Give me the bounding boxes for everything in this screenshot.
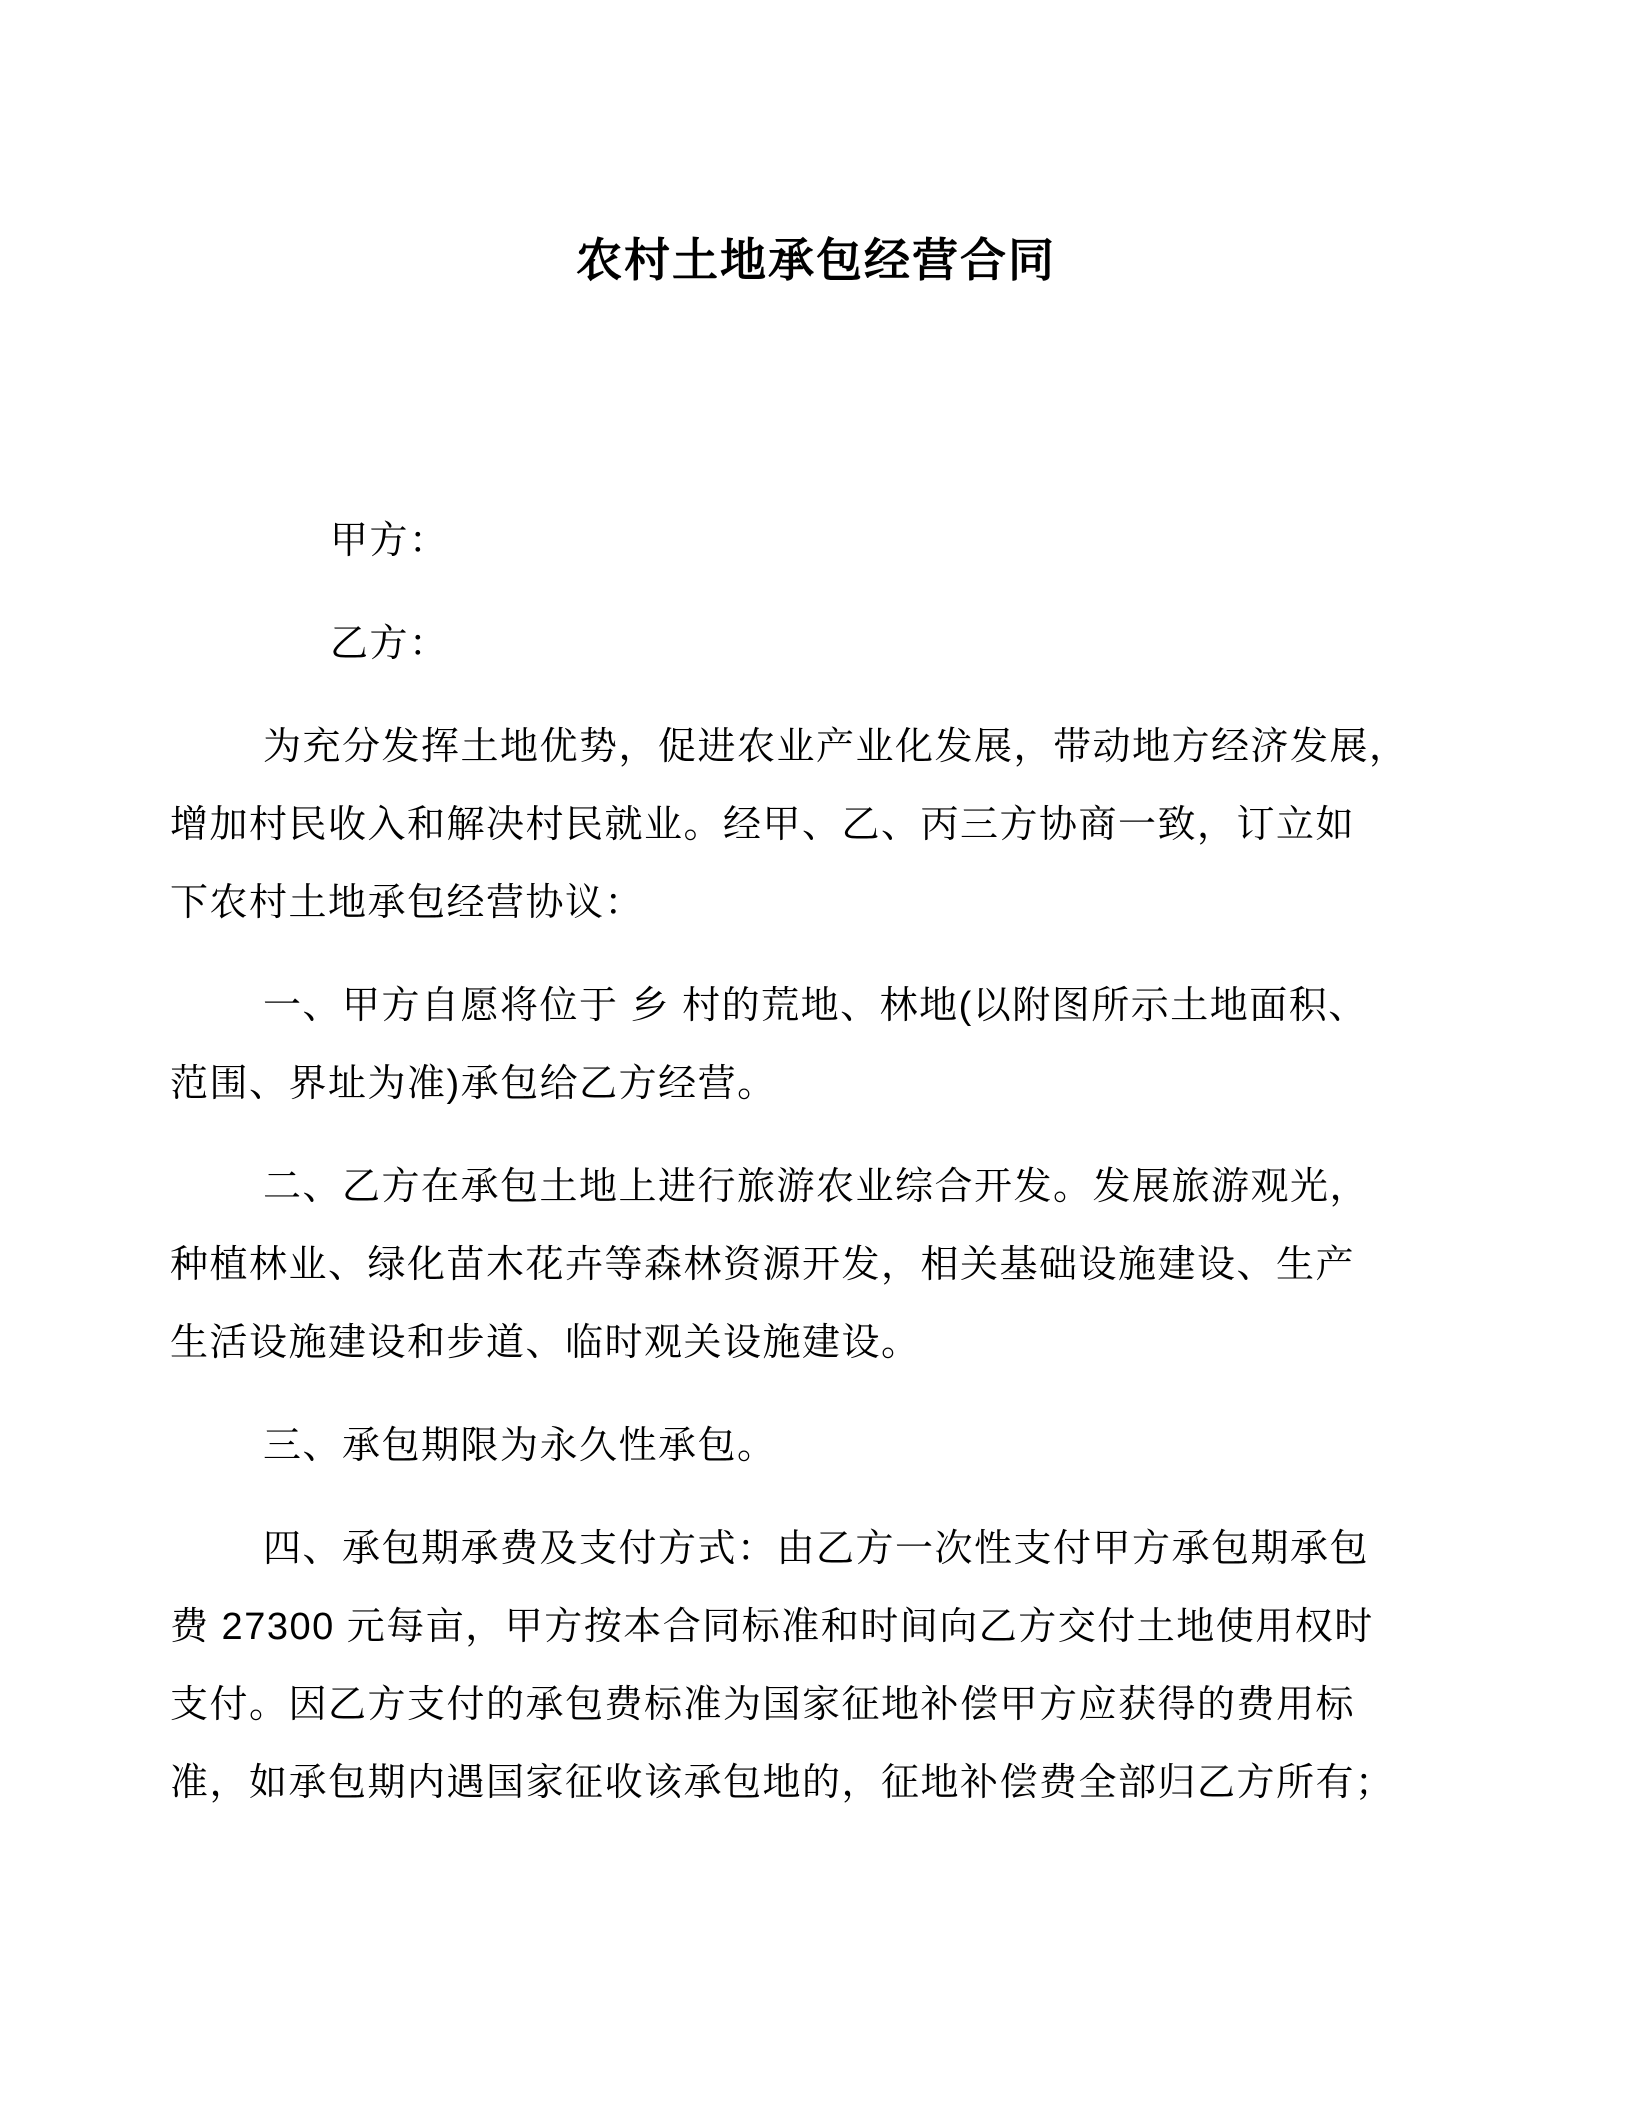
text-line: 准，如承包期内遇国家征收该承包地的，征地补偿费全部归乙方所有； bbox=[170, 1762, 1395, 1804]
clause-3-paragraph bbox=[170, 1407, 1462, 1485]
text-line: 为充分发挥土地优势，促进农业产业化发展，带动地方经济发展， bbox=[263, 726, 1409, 768]
contract-title: 农村土地承包经营合同 bbox=[576, 234, 1056, 286]
intro-paragraph bbox=[170, 708, 1462, 942]
text-line: 二、乙方在承包土地上进行旅游农业综合开发。发展旅游观光， bbox=[263, 1166, 1370, 1208]
text-line: 范围、界址为准)承包给乙方经营。 bbox=[170, 1063, 777, 1105]
party-a-line: 甲方： bbox=[330, 520, 449, 562]
clause-2-paragraph bbox=[170, 1148, 1462, 1382]
clause-4-paragraph bbox=[170, 1510, 1462, 1822]
text-line: 四、承包期承费及支付方式：由乙方一次性支付甲方承包期承包 bbox=[263, 1528, 1370, 1570]
clause-1-paragraph bbox=[170, 967, 1462, 1123]
text-line: 一、甲方自愿将位于 乡 村的荒地、林地(以附图所示土地面积、 bbox=[263, 985, 1368, 1027]
party-b-paragraph bbox=[170, 605, 1462, 683]
text-line: 增加村民收入和解决村民就业。经甲、乙、丙三方协商一致，订立如 bbox=[170, 804, 1356, 846]
document-content bbox=[170, 230, 1462, 1847]
party-b-line: 乙方： bbox=[330, 623, 449, 665]
text-line: 三、承包期限为永久性承包。 bbox=[263, 1425, 777, 1467]
text-line: 下农村土地承包经营协议： bbox=[170, 882, 645, 924]
text-line: 费 27300 元每亩，甲方按本合同标准和时间向乙方交付土地使用权时 bbox=[170, 1606, 1374, 1648]
text-line: 支付。因乙方支付的承包费标准为国家征地补偿甲方应获得的费用标 bbox=[170, 1684, 1356, 1726]
party-a-paragraph bbox=[170, 502, 1462, 580]
text-line: 种植林业、绿化苗木花卉等森林资源开发，相关基础设施建设、生产 bbox=[170, 1244, 1356, 1286]
text-line: 生活设施建设和步道、临时观关设施建设。 bbox=[170, 1322, 921, 1364]
